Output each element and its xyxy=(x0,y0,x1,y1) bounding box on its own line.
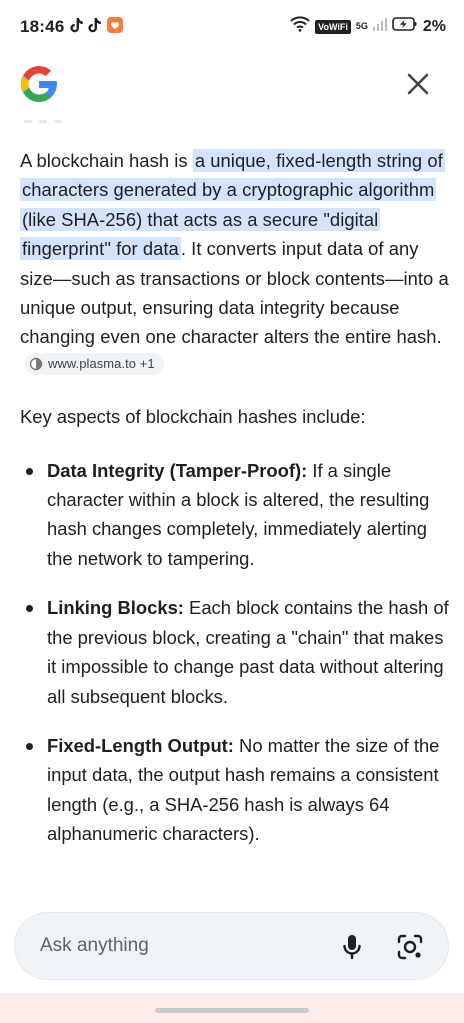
list-item-text: If a single character within a block is altered, the resulting hash changes completely, immediately alerting the network to tampering. xyxy=(47,459,430,569)
source-chip-label: www.plasma.to +1 xyxy=(48,355,155,371)
answer-body-text: . It converts input data of any size—such as transactions or block contents—into a unique output, ensuring data integrity because changing even one character alters the entire hash. xyxy=(20,238,449,348)
app-notification-icon xyxy=(106,16,124,39)
ask-input-bar[interactable] xyxy=(14,912,449,980)
gesture-nav-bar xyxy=(0,993,464,1023)
answer-intro-text: A blockchain hash is xyxy=(20,150,193,171)
notification-icons xyxy=(70,16,124,39)
answer-content xyxy=(20,112,450,869)
list-item-title: Data Integrity (Tamper-Proof): xyxy=(47,459,308,481)
google-g-icon xyxy=(18,63,60,105)
ask-input-placeholder[interactable]: Ask anything xyxy=(40,935,149,956)
list-item-title: Linking Blocks: xyxy=(47,597,184,619)
highlighted-definition: a unique, fixed-length string of characters generated by a cryptographic algorithm (like SHA-256) that acts as a secure "digital fingerprint" for data xyxy=(22,150,443,260)
status-time: 18:46 xyxy=(20,17,65,36)
tiktok-icon xyxy=(70,17,84,38)
aspects-list xyxy=(20,456,450,849)
status-indicators xyxy=(290,16,446,37)
microphone-icon[interactable] xyxy=(337,932,367,962)
source-favicon-icon xyxy=(29,357,43,371)
list-item-title: Fixed-Length Output: xyxy=(47,734,234,756)
answer-paragraph xyxy=(20,146,450,381)
source-chip[interactable] xyxy=(24,353,164,375)
bullet-icon xyxy=(26,605,33,612)
list-item-text: No matter the size of the input data, the output hash remains a consistent length (e.g., a SHA-256 hash is always 64 alphanumeric characters). xyxy=(47,734,440,845)
camera-lens-icon[interactable] xyxy=(395,932,425,962)
list-item-text: Each block contains the hash of the previous block, creating a "chain" that makes it impossible to change past data without altering all subsequent blocks. xyxy=(47,597,449,707)
header xyxy=(0,58,464,114)
battery-level: 2% xyxy=(422,17,446,35)
key-aspects-heading: Key aspects of blockchain hashes include: xyxy=(20,406,366,428)
vowifi-badge: VoWiFi xyxy=(315,20,351,34)
bullet-icon xyxy=(26,743,33,750)
battery-icon xyxy=(392,16,418,37)
signal-icon xyxy=(373,17,387,36)
list-item xyxy=(20,456,450,574)
list-item xyxy=(20,593,450,711)
status-bar xyxy=(0,0,464,52)
tiktok-icon xyxy=(88,17,102,38)
wifi-icon xyxy=(290,16,310,37)
home-indicator[interactable] xyxy=(155,1008,309,1013)
faded-ellipsis xyxy=(20,112,450,130)
network-type: 5G xyxy=(355,21,368,31)
close-icon[interactable] xyxy=(402,68,434,100)
bullet-icon xyxy=(26,468,33,475)
list-item xyxy=(20,731,450,849)
